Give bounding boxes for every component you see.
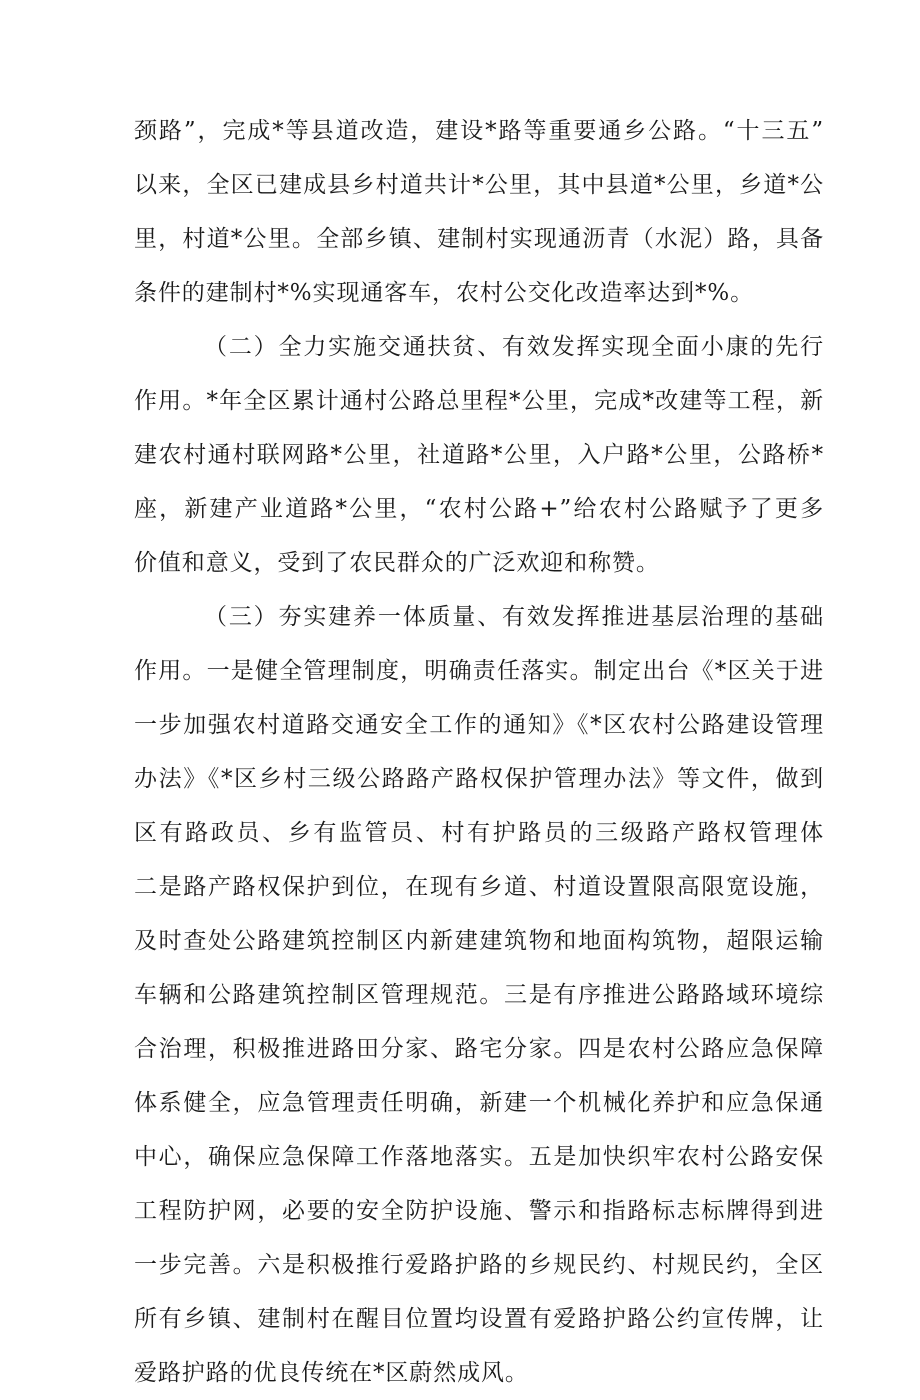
- text-line: 颈路”，完成*等县道改造，建设*路等重要通乡公路。“十三五”: [134, 118, 824, 144]
- text-line: 条件的建制村*%实现通客车，农村公交化改造率达到*%。: [134, 280, 755, 306]
- text-line: （三）夯实建养一体质量、有效发挥推进基层治理的基础: [204, 604, 824, 630]
- paragraph-road-construction: [134, 104, 824, 320]
- text-line: 建农村通村联网路*公里，社道路*公里，入户路*公里，公路桥*: [134, 442, 824, 468]
- paragraph-poverty-alleviation: [134, 320, 824, 590]
- text-line: 作用。*年全区累计通村公路总里程*公里，完成*改建等工程，新: [134, 388, 824, 414]
- text-line: 中心，确保应急保障工作落地落实。五是加快织牢农村公路安保: [134, 1144, 824, 1170]
- document-body: [134, 104, 824, 1400]
- text-line: 工程防护网，必要的安全防护设施、警示和指路标志标牌得到进: [134, 1198, 824, 1224]
- text-line: 区有路政员、乡有监管员、村有护路员的三级路产路权管理体: [134, 820, 824, 846]
- text-line: 一步加强农村道路交通安全工作的通知》《*区农村公路建设管理: [134, 712, 824, 738]
- paragraph-grassroots-governance: [134, 590, 824, 1400]
- text-line: 作用。一是健全管理制度，明确责任落实。制定出台《*区关于进: [134, 658, 824, 684]
- text-line: 座，新建产业道路*公里，“农村公路+”给农村公路赋予了更多: [134, 496, 824, 522]
- text-line: 及时查处公路建筑控制区内新建建筑物和地面构筑物，超限运输: [134, 928, 824, 954]
- text-line: 体系健全，应急管理责任明确，新建一个机械化养护和应急保通: [134, 1090, 824, 1116]
- text-line: 里，村道*公里。全部乡镇、建制村实现通沥青（水泥）路，具备: [134, 226, 824, 252]
- text-line: 二是路产路权保护到位，在现有乡道、村道设置限高限宽设施，: [134, 874, 824, 900]
- text-line: 价值和意义，受到了农民群众的广泛欢迎和称赞。: [134, 550, 660, 576]
- text-line: （二）全力实施交通扶贫、有效发挥实现全面小康的先行: [204, 334, 824, 360]
- text-line: 爱路护路的优良传统在*区蔚然成风。: [134, 1360, 529, 1386]
- text-line: 合治理，积极推进路田分家、路宅分家。四是农村公路应急保障: [134, 1036, 824, 1062]
- text-line: 办法》《*区乡村三级公路路产路权保护管理办法》等文件，做到: [134, 766, 824, 792]
- text-line: 所有乡镇、建制村在醒目位置均设置有爱路护路公约宣传牌，让: [134, 1306, 824, 1332]
- text-line: 车辆和公路建筑控制区管理规范。三是有序推进公路路域环境综: [134, 982, 824, 1008]
- text-line: 一步完善。六是积极推行爱路护路的乡规民约、村规民约，全区: [134, 1252, 824, 1278]
- text-line: 以来，全区已建成县乡村道共计*公里，其中县道*公里，乡道*公: [134, 172, 824, 198]
